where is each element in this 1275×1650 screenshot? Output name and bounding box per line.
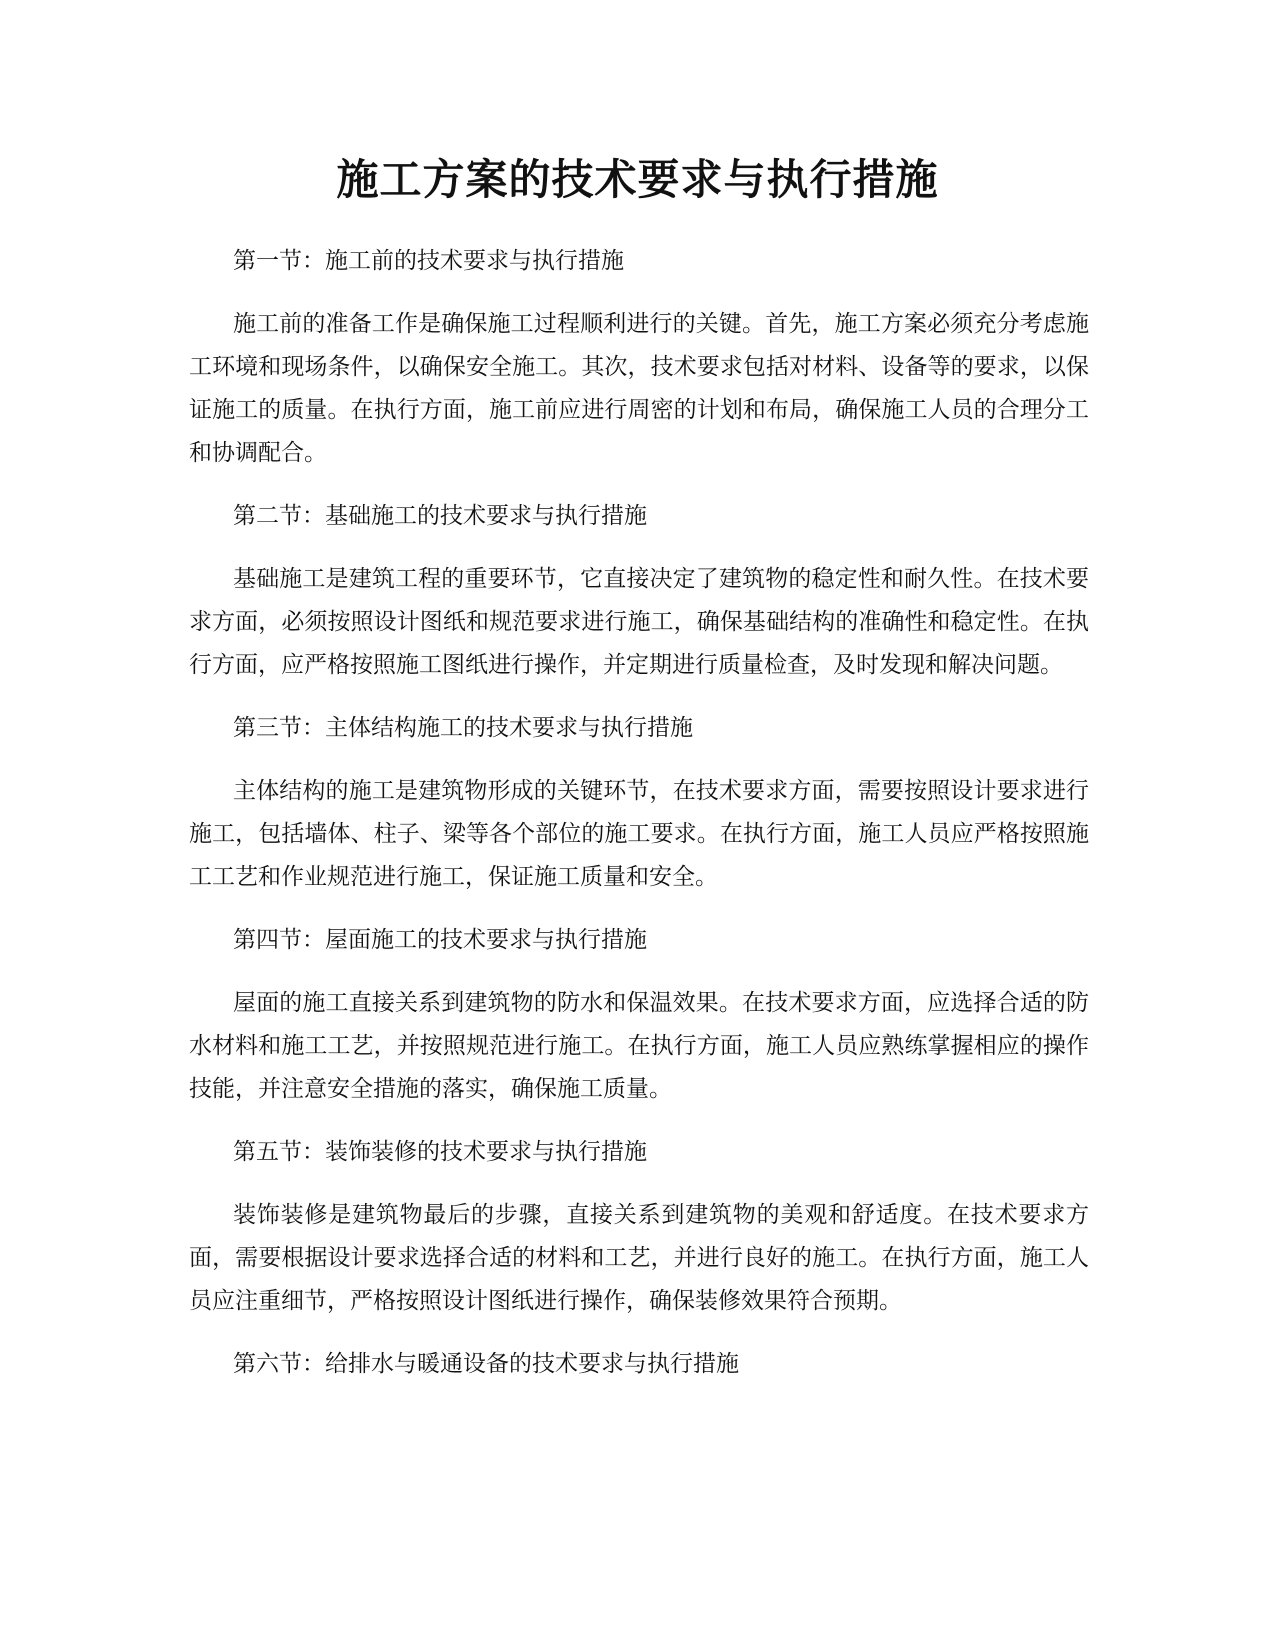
section-4-paragraph: 屋面的施工直接关系到建筑物的防水和保温效果。在技术要求方面，应选择合适的防水材料和施工工艺，并按照规范进行施工。在执行方面，施工人员应熟练掌握相应的操作技能，并注意安全措施的落实，确保施工质量。 bbox=[189, 990, 1089, 1102]
section-2-heading: 第二节：基础施工的技术要求与执行措施 bbox=[233, 503, 647, 529]
section-1-heading: 第一节：施工前的技术要求与执行措施 bbox=[233, 248, 624, 274]
document-title: 施工方案的技术要求与执行措施 bbox=[336, 155, 939, 204]
section-5-heading: 第五节：装饰装修的技术要求与执行措施 bbox=[233, 1139, 647, 1165]
section-1-paragraph: 施工前的准备工作是确保施工过程顺利进行的关键。首先，施工方案必须充分考虑施工环境和现场条件，以确保安全施工。其次，技术要求包括对材料、设备等的要求，以保证施工的质量。在执行方面，施工前应进行周密的计划和布局，确保施工人员的合理分工和协调配合。 bbox=[189, 311, 1089, 466]
section-3-heading: 第三节：主体结构施工的技术要求与执行措施 bbox=[233, 715, 693, 741]
document-body bbox=[189, 240, 1089, 1406]
section-3-paragraph: 主体结构的施工是建筑物形成的关键环节，在技术要求方面，需要按照设计要求进行施工，包括墙体、柱子、梁等各个部位的施工要求。在执行方面，施工人员应严格按照施工工艺和作业规范进行施工，保证施工质量和安全。 bbox=[189, 778, 1089, 890]
section-5-paragraph: 装饰装修是建筑物最后的步骤，直接关系到建筑物的美观和舒适度。在技术要求方面，需要根据设计要求选择合适的材料和工艺，并进行良好的施工。在执行方面，施工人员应注重细节，严格按照设计图纸进行操作，确保装修效果符合预期。 bbox=[189, 1202, 1089, 1314]
section-6-heading: 第六节：给排水与暖通设备的技术要求与执行措施 bbox=[233, 1351, 739, 1377]
section-4-heading: 第四节：屋面施工的技术要求与执行措施 bbox=[233, 927, 647, 953]
section-2-paragraph: 基础施工是建筑工程的重要环节，它直接决定了建筑物的稳定性和耐久性。在技术要求方面，必须按照设计图纸和规范要求进行施工，确保基础结构的准确性和稳定性。在执行方面，应严格按照施工图纸进行操作，并定期进行质量检查，及时发现和解决问题。 bbox=[189, 566, 1089, 678]
